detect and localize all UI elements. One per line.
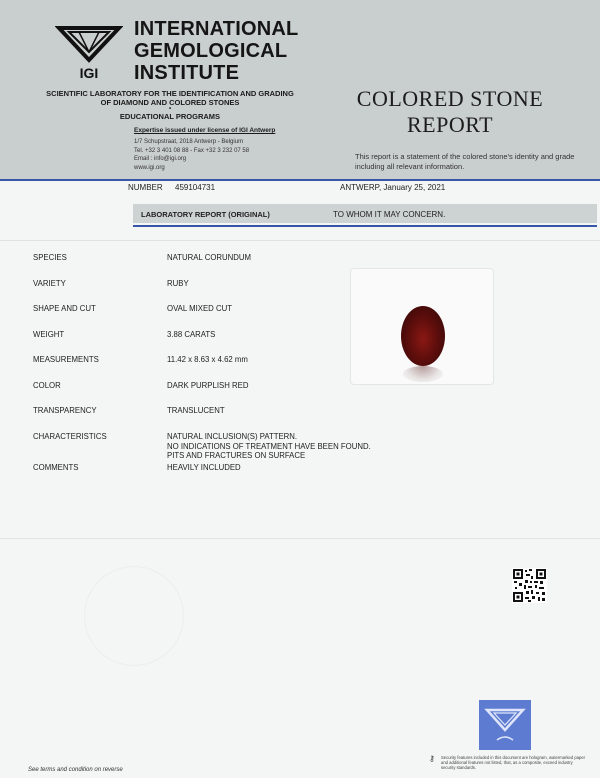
report-description: This report is a statement of the colored stone's identity and grade including all relevant information. <box>355 152 575 171</box>
lab-description <box>0 89 340 121</box>
embossed-seal <box>84 566 184 666</box>
report-header <box>0 0 600 180</box>
report-number: 459104731 <box>175 183 216 192</box>
org-name-line: INTERNATIONAL <box>134 18 299 40</box>
address-line: Email : info@igi.org <box>134 156 187 162</box>
igi-logo <box>55 20 123 82</box>
field-label: COMMENTS <box>33 463 79 472</box>
field-label: VARIETY <box>33 279 66 288</box>
report-title <box>318 86 582 138</box>
addressee-label: TO WHOM IT MAY CONCERN. <box>333 210 446 219</box>
field-label: MEASUREMENTS <box>33 355 99 364</box>
address-block <box>134 138 249 172</box>
hologram-logo-icon <box>479 700 531 750</box>
lab-report-label: LABORATORY REPORT (ORIGINAL) <box>141 210 270 219</box>
field-value: DARK PURPLISH RED <box>167 381 249 390</box>
field-value-line: NATURAL INCLUSION(S) PATTERN. <box>167 432 298 441</box>
lab-description-line: OF DIAMOND AND COLORED STONES <box>100 98 240 107</box>
bullet-dot: • <box>168 106 172 112</box>
field-value-line: PITS AND FRACTURES ON SURFACE <box>167 451 306 460</box>
field-value: HEAVILY INCLUDED <box>167 463 241 472</box>
location-date: ANTWERP, January 25, 2021 <box>340 183 446 192</box>
address-line: 1/7 Schupstraat, 2018 Antwerp - Belgium <box>134 139 244 145</box>
organization-name <box>134 18 298 84</box>
field-label: CHARACTERISTICS <box>33 432 107 441</box>
key-icon: ⚷ <box>429 754 435 763</box>
lab-description-line: EDUCATIONAL PROGRAMS <box>119 112 221 121</box>
security-note: Security features included in this document are hologram, watermarked paper and additional features not listed, that, as a composite, exceed industry security standards. <box>441 755 586 770</box>
hologram-security-seal <box>479 700 531 750</box>
field-value: NATURAL CORUNDUM <box>167 253 252 262</box>
field-value: 3.88 CARATS <box>167 330 216 339</box>
ruby-gemstone-image <box>401 306 445 366</box>
header-divider <box>0 179 600 181</box>
gemstone-reflection <box>403 366 443 382</box>
org-name-line: INSTITUTE <box>134 62 240 84</box>
org-name-line: GEMOLOGICAL <box>134 40 288 62</box>
address-line: www.igi.org <box>134 164 165 171</box>
field-label: COLOR <box>33 381 61 390</box>
field-value-line: NO INDICATIONS OF TREATMENT HAVE BEEN FOUND. <box>167 441 371 451</box>
field-value-multiline <box>167 432 371 461</box>
field-label: SPECIES <box>33 253 67 262</box>
number-label: NUMBER <box>128 183 163 192</box>
logo-text: IGI <box>79 65 99 81</box>
report-title-line: REPORT <box>406 112 494 137</box>
paper-fold <box>0 240 600 241</box>
expertise-note: Expertise issued under license of IGI Antwerp <box>134 127 276 134</box>
lab-bar-divider <box>133 225 597 227</box>
address-line: Tel. +32 3 401 08 88 - Fax +32 3 232 07 58 <box>134 147 250 154</box>
field-label: SHAPE AND CUT <box>33 304 96 313</box>
lab-report-bar <box>133 204 597 223</box>
field-label: WEIGHT <box>33 330 65 339</box>
field-label: TRANSPARENCY <box>33 406 97 415</box>
lab-description-line: SCIENTIFIC LABORATORY FOR THE IDENTIFICATION AND GRADING <box>46 89 294 98</box>
field-value: 11.42 x 8.63 x 4.62 mm <box>167 355 248 364</box>
field-value: TRANSLUCENT <box>167 406 225 415</box>
paper-fold <box>0 538 600 539</box>
field-value: RUBY <box>167 279 189 288</box>
field-value: OVAL MIXED CUT <box>167 304 232 313</box>
report-title-line: COLORED STONE <box>356 86 544 111</box>
terms-note: See terms and condition on reverse <box>28 767 123 773</box>
qr-code-icon <box>512 568 547 603</box>
